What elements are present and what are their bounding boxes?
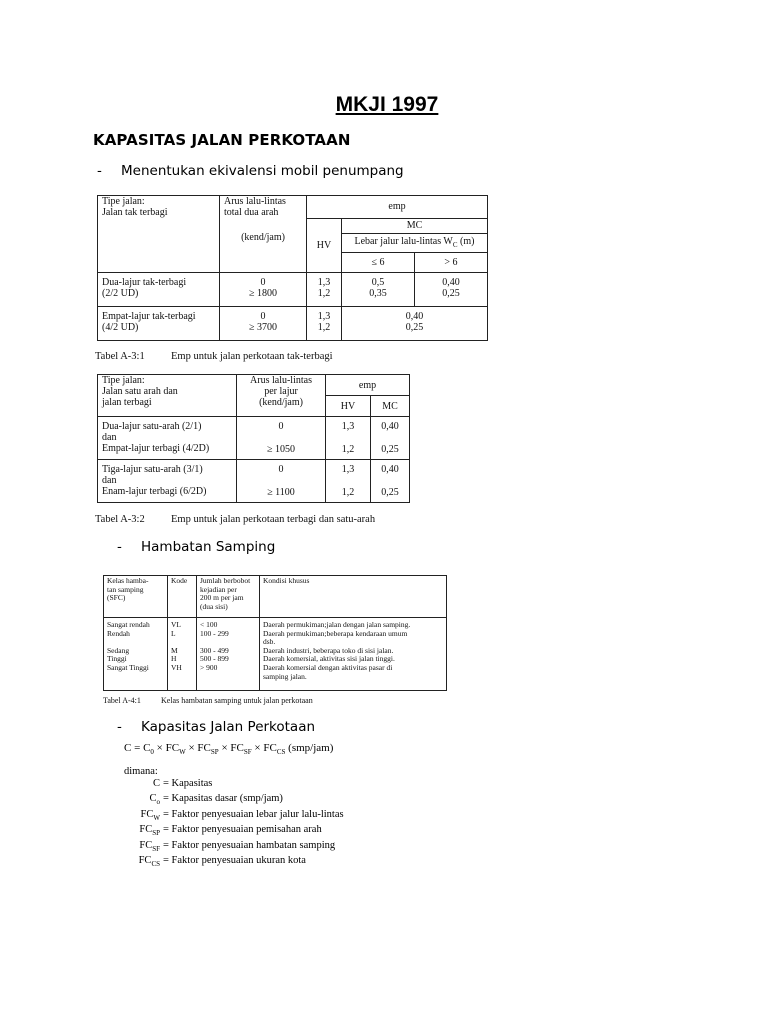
page-title xyxy=(0,93,768,117)
t1-row2-flow-2: ≥ 3700 xyxy=(249,322,277,334)
t1-caption-text: Emp untuk jalan perkotaan tak-terbagi xyxy=(171,351,333,362)
t1-row2-mc-1: 0,40 xyxy=(405,311,424,323)
formula-unit: (smp/jam) xyxy=(285,742,334,754)
t1-row2-mc xyxy=(342,307,488,341)
formula-eq: = xyxy=(131,742,144,754)
t1-header-width-unit: (m) xyxy=(457,236,475,248)
formula-fc: FC xyxy=(197,742,211,754)
t1-header-flow-unit: (kend/jam) xyxy=(241,232,285,243)
t2-row2-flow xyxy=(237,460,326,503)
t3-count-high: 500 - 899 xyxy=(200,654,229,664)
definition-desc: = Faktor penyesuaian lebar jalur lalu-lintas xyxy=(163,808,344,820)
t2-header-flow-2: per lajur xyxy=(264,386,298,397)
t1-row2-type-2: (4/2 UD) xyxy=(102,322,139,334)
formula-c: C xyxy=(124,742,132,754)
t1-row2-flow xyxy=(220,307,307,341)
bullet-capacity-text: Kapasitas Jalan Perkotaan xyxy=(141,719,316,735)
definition-desc: = Faktor penyesuaian ukuran kota xyxy=(163,855,306,867)
t2-row1-type-1: Dua-lajur satu-arah (2/1) xyxy=(102,421,202,432)
formula-times: × xyxy=(185,742,198,754)
t3-class-medium: Sedang xyxy=(107,645,130,655)
side-friction-table xyxy=(103,575,447,691)
t3-header-code: Kode xyxy=(168,576,197,618)
t2-row1-flow-1: 0 xyxy=(278,421,284,432)
t1-header-flow-2: total dua arah xyxy=(224,207,279,218)
t3-condition-6: Daerah komersial dengan aktivitas pasar di xyxy=(263,662,393,672)
t1-header-type-1: Tipe jalan: xyxy=(102,196,145,207)
formula-fcw-sub: W xyxy=(179,748,186,757)
bullet-dash: - xyxy=(117,719,122,735)
t3-header-count xyxy=(197,576,260,618)
t2-row2-type-3: Enam-lajur terbagi (6/2D) xyxy=(102,486,207,497)
t1-header-flow-1: Arus lalu-lintas xyxy=(224,196,286,207)
bullet-dash: - xyxy=(117,539,122,555)
t3-condition-4: Daerah industri, beberapa toko di sisi jalan. xyxy=(263,645,394,655)
t2-row2-type-2: dan xyxy=(102,475,117,486)
t2-row1-flow xyxy=(237,417,326,460)
t1-row2-type-1: Empat-lajur tak-terbagi xyxy=(102,311,196,323)
t3-caption-text: Kelas hambatan samping untuk jalan perkotaan xyxy=(161,696,313,705)
t1-row1-type xyxy=(98,272,220,307)
definition-symbol xyxy=(124,793,160,809)
t2-row2-hv xyxy=(326,460,371,503)
t2-header-flow-3: (kend/jam) xyxy=(259,397,303,408)
t2-row2-type-1: Tiga-lajur satu-arah (3/1) xyxy=(102,464,203,475)
definition-symbol-sub: SP xyxy=(152,829,160,838)
definition-row xyxy=(124,840,344,856)
t1-row1-flow-1: 0 xyxy=(260,276,266,288)
t3-condition-3: dsb. xyxy=(263,637,276,647)
t3-header-class-3: (SFC) xyxy=(107,593,126,603)
definition-symbol-text: FC xyxy=(139,839,153,851)
t2-row2-mc-1: 0,40 xyxy=(381,464,399,475)
t2-row1-hv-1: 1,3 xyxy=(341,421,355,432)
t1-row2-hv xyxy=(307,307,342,341)
t1-header-type-2: Jalan tak terbagi xyxy=(102,207,168,218)
t1-header-flow xyxy=(220,196,307,273)
definition-desc: = Kapasitas dasar (smp/jam) xyxy=(163,793,283,805)
t3-class-very-low: Sangat rendah xyxy=(107,620,150,629)
t1-row2-hv-1: 1,3 xyxy=(317,311,331,323)
t2-row2-type xyxy=(98,460,237,503)
t2-row1-hv-2: 1,2 xyxy=(341,444,355,455)
formula-fc: FC xyxy=(263,742,277,754)
definition-symbol-text: C xyxy=(149,793,157,805)
t1-header-le6: ≤ 6 xyxy=(342,253,415,272)
t3-count-medium: 300 - 499 xyxy=(200,645,229,655)
definition-desc: = Faktor penyesuaian pemisahan arah xyxy=(163,824,322,836)
t3-count-very-high: > 900 xyxy=(200,662,218,672)
t2-row1-mc xyxy=(371,417,410,460)
t2-caption-label: Tabel A-3:2 xyxy=(95,514,145,525)
emp-undivided-table xyxy=(97,195,488,341)
t3-count-very-low: < 100 xyxy=(200,620,218,629)
t2-header-flow xyxy=(237,375,326,417)
t1-row1-type-2: (2/2 UD) xyxy=(102,287,139,299)
t2-row1-flow-2: ≥ 1050 xyxy=(267,444,295,455)
definition-symbol xyxy=(124,855,160,871)
t1-row1-gt6-1: 0,40 xyxy=(442,276,460,288)
definition-row xyxy=(124,778,344,794)
definitions-intro: dimana: xyxy=(124,766,158,777)
definition-row xyxy=(124,855,344,871)
t3-header-count-2: kejadian per xyxy=(200,584,237,594)
definition-symbol-text: FC xyxy=(140,808,154,820)
t3-condition-7: samping jalan. xyxy=(263,671,307,681)
t1-row1-flow-2: ≥ 1800 xyxy=(249,287,277,299)
t2-row1-type xyxy=(98,417,237,460)
definition-symbol-sub: o xyxy=(156,798,160,807)
t1-row1-le6-1: 0,5 xyxy=(371,276,385,288)
t3-header-class xyxy=(104,576,168,618)
t2-row1-type-3: Empat-lajur terbagi (4/2D) xyxy=(102,443,210,454)
t2-caption xyxy=(95,514,375,525)
t3-code-vl: VL xyxy=(171,620,181,629)
t3-code-vh: VH xyxy=(171,662,182,672)
t2-header-type-2: Jalan satu arah dan xyxy=(102,386,178,397)
t3-condition-1: Daerah permukiman;jalan dengan jalan samping. xyxy=(263,620,411,629)
t3-header-count-1: Jumlah berbobot xyxy=(200,576,251,585)
t1-header-type xyxy=(98,196,220,273)
definition-symbol xyxy=(124,778,160,794)
formula-fcsp-sub: SP xyxy=(210,748,219,757)
bullet-emp-text: Menentukan ekivalensi mobil penumpang xyxy=(121,163,404,179)
t2-header-type-1: Tipe jalan: xyxy=(102,375,145,386)
t1-row2-mc-2: 0,25 xyxy=(405,322,424,334)
t2-header-flow-1: Arus lalu-lintas xyxy=(250,375,312,386)
t2-header-mc: MC xyxy=(371,396,410,417)
t1-header-mc xyxy=(342,218,488,253)
t3-class-high: Tinggi xyxy=(107,654,127,664)
formula-times: × xyxy=(251,742,264,754)
t3-caption xyxy=(103,696,313,705)
definition-row xyxy=(124,824,344,840)
formula-fc: FC xyxy=(165,742,180,754)
formula-c0-sub: 0 xyxy=(150,748,154,757)
t3-header-count-3: 200 m per jam xyxy=(200,593,244,603)
section-heading: KAPASITAS JALAN PERKOTAAN xyxy=(93,131,351,149)
definition-symbol xyxy=(124,809,160,825)
t3-conditions xyxy=(260,618,447,691)
t1-header-gt6: > 6 xyxy=(414,253,487,272)
t2-header-type-3: jalan terbagi xyxy=(102,397,152,408)
capacity-formula xyxy=(124,742,333,756)
t1-row2-type xyxy=(98,307,220,341)
formula-fcsf-sub: SF xyxy=(243,748,252,757)
t2-row2-mc xyxy=(371,460,410,503)
t2-row2-flow-1: 0 xyxy=(278,464,284,475)
t3-header-class-1: Kelas hamba- xyxy=(107,576,149,585)
definition-desc: = Kapasitas xyxy=(163,777,213,789)
t3-code-m: M xyxy=(171,645,178,655)
t2-row2-hv-1: 1,3 xyxy=(341,464,355,475)
definition-symbol-text: C xyxy=(152,777,160,789)
t2-row1-mc-2: 0,25 xyxy=(381,444,399,455)
t1-row1-hv-1: 1,3 xyxy=(317,276,331,288)
t3-condition-5: Daerah komersial, aktivitas sisi jalan tinggi. xyxy=(263,654,395,664)
t3-class-low: Rendah xyxy=(107,628,130,638)
definition-row xyxy=(124,809,344,825)
t2-row1-hv xyxy=(326,417,371,460)
bullet-dash: - xyxy=(97,163,102,179)
t3-count-low: 100 - 299 xyxy=(200,628,229,638)
t1-row1-hv xyxy=(307,272,342,307)
page-title-text: MKJI 1997 xyxy=(335,93,439,116)
t3-code-h: H xyxy=(171,654,177,664)
t1-row1-type-1: Dua-lajur tak-terbagi xyxy=(102,276,187,288)
t3-classes xyxy=(104,618,168,691)
t2-caption-text: Emp untuk jalan perkotaan terbagi dan satu-arah xyxy=(171,514,376,525)
formula-times: × xyxy=(153,742,166,754)
t1-row1-gt6 xyxy=(414,272,487,307)
formula-c0: C xyxy=(143,742,151,754)
t1-header-hv: HV xyxy=(307,218,342,272)
formula-definitions xyxy=(124,766,344,871)
t1-row1-le6-2: 0,35 xyxy=(369,287,387,299)
t2-row2-hv-2: 1,2 xyxy=(341,487,355,498)
t3-header-class-2: tan samping xyxy=(107,584,144,594)
definition-symbol-sub: W xyxy=(153,813,160,822)
t3-header-conditions: Kondisi khusus xyxy=(260,576,447,618)
t1-header-width-label: Lebar jalur lalu-lintas W xyxy=(354,236,453,248)
t3-codes xyxy=(168,618,197,691)
t1-header-width xyxy=(342,233,487,251)
definition-desc: = Faktor penyesuaian hambatan samping xyxy=(163,839,336,851)
definition-symbol-sub: CS xyxy=(151,860,160,869)
definition-symbol-sub: SF xyxy=(152,844,160,853)
t2-row1-type-2: dan xyxy=(102,432,117,443)
formula-fccs-sub: CS xyxy=(276,748,286,757)
t3-condition-2: Daerah permukiman;beberapa kendaraan umum xyxy=(263,628,408,638)
t2-header-type xyxy=(98,375,237,417)
t1-header-mc-label: MC xyxy=(406,220,423,232)
t3-caption-label: Tabel A-4:1 xyxy=(103,696,141,705)
t3-code-l: L xyxy=(171,628,176,638)
definition-row xyxy=(124,793,344,809)
t1-caption xyxy=(95,351,333,362)
t2-header-hv: HV xyxy=(326,396,371,417)
t3-counts xyxy=(197,618,260,691)
t1-row1-flow xyxy=(220,272,307,307)
emp-divided-table xyxy=(97,374,410,503)
t1-header-width-sub: C xyxy=(452,241,458,250)
formula-fc: FC xyxy=(230,742,244,754)
t3-header-count-4: (dua sisi) xyxy=(200,601,228,611)
definition-symbol-text: FC xyxy=(139,824,153,836)
t1-row2-hv-2: 1,2 xyxy=(317,322,331,334)
t2-row2-flow-2: ≥ 1100 xyxy=(267,487,295,498)
t1-header-emp: emp xyxy=(307,196,488,219)
t1-row1-hv-2: 1,2 xyxy=(317,287,331,299)
definition-symbol xyxy=(124,824,160,840)
t1-row1-gt6-2: 0,25 xyxy=(442,287,460,299)
definition-symbol-text: FC xyxy=(138,855,152,867)
bullet-side-friction-text: Hambatan Samping xyxy=(141,539,276,555)
t2-header-emp: emp xyxy=(326,375,410,396)
t1-row1-le6 xyxy=(342,272,415,307)
t3-class-very-high: Sangat Tinggi xyxy=(107,662,149,672)
formula-times: × xyxy=(218,742,231,754)
t2-row2-mc-2: 0,25 xyxy=(381,487,399,498)
t2-row1-mc-1: 0,40 xyxy=(381,421,399,432)
t1-caption-label: Tabel A-3:1 xyxy=(95,351,145,362)
t1-row2-flow-1: 0 xyxy=(260,311,266,323)
definition-symbol xyxy=(124,840,160,856)
